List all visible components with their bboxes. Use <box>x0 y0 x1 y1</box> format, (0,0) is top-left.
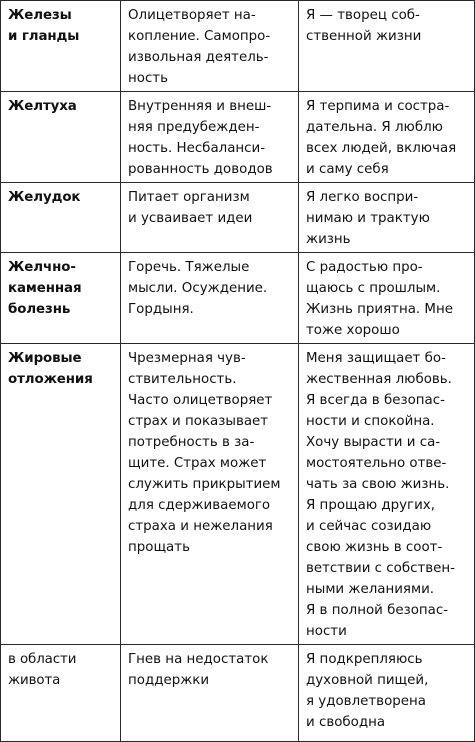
cause-line: извольная деятель- <box>128 50 269 65</box>
cause-cell <box>121 253 299 344</box>
affirmation-line: Жизнь приятна. Мне <box>306 302 453 317</box>
cause-cell <box>121 92 299 183</box>
affirmation-line: щаюсь с прошлым. <box>306 281 441 296</box>
affirmation-line: ности <box>306 624 347 639</box>
cause-line: няя предубежден- <box>128 120 260 135</box>
table-row <box>1 344 475 645</box>
ailment-name-line: Жировые <box>8 351 82 366</box>
affirmation-line: и свободна <box>306 715 386 730</box>
ailment-name-line: Желудок <box>8 190 81 205</box>
cause-line: служить прикрытием <box>128 477 281 492</box>
ailment-name-line: Желчно- <box>8 260 76 275</box>
table-row <box>1 92 475 183</box>
affirmation-line: нимаю и трактую <box>306 211 430 226</box>
table-row <box>1 645 475 742</box>
table-row <box>1 253 475 344</box>
cause-line: страх и показывает <box>128 414 269 429</box>
affirmation-line: тоже хорошо <box>306 323 400 338</box>
cause-line: ствительность. <box>128 372 237 387</box>
affirmation-cell <box>299 92 475 183</box>
cause-line: Часто олицетворяет <box>128 393 273 408</box>
cause-line: щите. Страх может <box>128 456 267 471</box>
affirmation-line: ветствии с собствен- <box>306 561 455 576</box>
cause-line: прощать <box>128 540 190 555</box>
affirmation-line: Я — творец соб- <box>306 8 420 23</box>
ailment-name-line: в области <box>8 652 77 667</box>
affirmation-line: Хочу вырасти и са- <box>306 435 441 450</box>
affirmation-line: я удовлетворена <box>306 694 426 709</box>
cause-line: поддержки <box>128 673 210 688</box>
affirmation-cell <box>299 183 475 253</box>
cause-cell <box>121 183 299 253</box>
cause-line: копление. Самопро- <box>128 29 271 44</box>
affirmation-line: дательна. Я люблю <box>306 120 443 135</box>
affirmation-line: Я легко воспри- <box>306 190 419 205</box>
affirmation-line: ности и спокойна. <box>306 414 435 429</box>
affirmation-line: ными желаниями. <box>306 582 435 597</box>
affirmation-line: ственной жизни <box>306 29 422 44</box>
cause-cell <box>121 344 299 645</box>
affirmation-line: жественная любовь. <box>306 372 452 387</box>
cause-line: Горечь. Тяжелые <box>128 260 250 275</box>
affirmation-line: Я в полной безопас- <box>306 603 449 618</box>
ailment-name-line: живота <box>8 673 61 688</box>
ailment-name-cell <box>1 645 121 742</box>
affirmation-cell <box>299 344 475 645</box>
cause-line: страха и нежелания <box>128 519 273 534</box>
cause-line: Гордыня. <box>128 302 194 317</box>
ailment-name-line: отложения <box>8 372 93 387</box>
cause-line: Внутренняя и внеш- <box>128 99 272 114</box>
affirmation-line: мостоятельно отве- <box>306 456 447 471</box>
cause-line: мысли. Осуждение. <box>128 281 268 296</box>
cause-line: Гнев на недостаток <box>128 652 269 667</box>
affirmation-line: и сейчас созидаю <box>306 519 432 534</box>
cause-line: Олицетворяет на- <box>128 8 256 23</box>
ailment-name-cell <box>1 1 121 92</box>
cause-cell <box>121 1 299 92</box>
affirmation-line: и саму себя <box>306 162 389 177</box>
affirmation-line: чать за свою жизнь. <box>306 477 450 492</box>
ailment-name-line: каменная <box>8 281 82 296</box>
ailment-name-cell <box>1 344 121 645</box>
affirmation-line: Я терпима и состра- <box>306 99 450 114</box>
cause-line: Питает организм <box>128 190 250 205</box>
cause-line: ность <box>128 71 169 86</box>
ailment-name-line: Железы <box>8 8 72 23</box>
affirmation-line: Я всегда в безопас- <box>306 393 445 408</box>
table-row <box>1 183 475 253</box>
cause-line: потребность в за- <box>128 435 255 450</box>
affirmation-line: духовной пищей, <box>306 673 429 688</box>
table-row <box>1 1 475 92</box>
ailment-name-cell <box>1 183 121 253</box>
cause-line: для сдерживаемого <box>128 498 271 513</box>
affirmation-cell <box>299 253 475 344</box>
affirmation-line: жизнь <box>306 232 351 247</box>
ailment-name-line: Желтуха <box>8 99 77 114</box>
ailment-name-cell <box>1 92 121 183</box>
ailment-name-cell <box>1 253 121 344</box>
affirmation-cell <box>299 645 475 742</box>
affirmation-cell <box>299 1 475 92</box>
affirmation-line: всех людей, включая <box>306 141 457 156</box>
affirmation-line: С радостью про- <box>306 260 423 275</box>
affirmation-line: Меня защищает бо- <box>306 351 446 366</box>
cause-line: и усваивает идеи <box>128 211 253 226</box>
ailment-name-line: болезнь <box>8 302 71 317</box>
ailment-name-line: и гланды <box>8 29 80 44</box>
cause-line: Чрезмерная чув- <box>128 351 246 366</box>
cause-cell <box>121 645 299 742</box>
affirmation-line: свою жизнь в соот- <box>306 540 443 555</box>
cause-line: рованность доводов <box>128 162 273 177</box>
affirmation-line: Я прощаю других, <box>306 498 435 513</box>
cause-line: ность. Несбаланси- <box>128 141 266 156</box>
affirmation-line: Я подкрепляюсь <box>306 652 423 667</box>
